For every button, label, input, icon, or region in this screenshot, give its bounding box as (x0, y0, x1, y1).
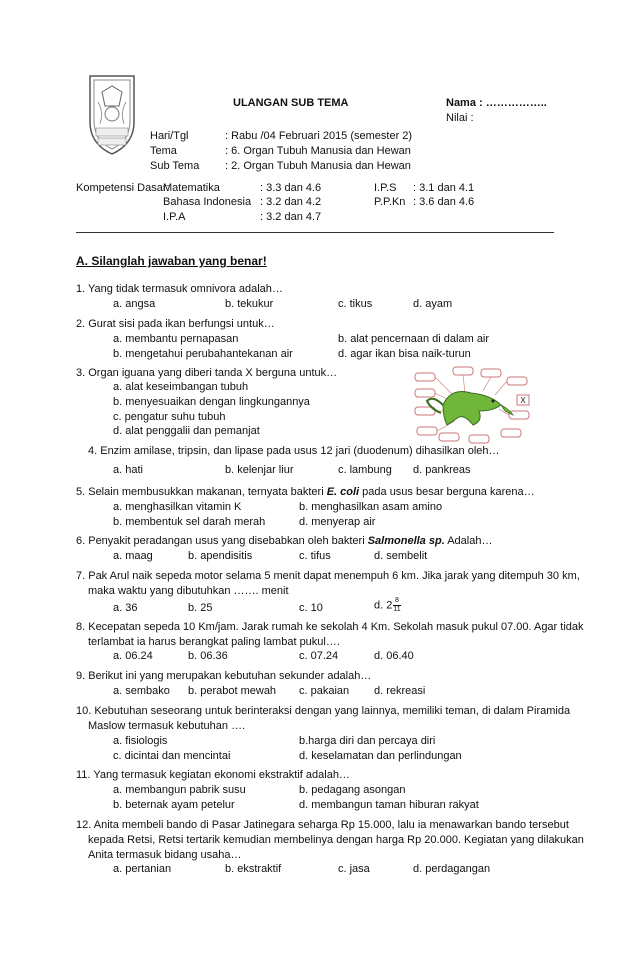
competency-subject: P.P.Kn (374, 196, 406, 208)
option-b[interactable]: b. pedagang asongan (299, 784, 406, 796)
competency-value: : 3.3 dan 4.6 (260, 182, 322, 194)
option-b[interactable]: b. menyesuaikan dengan lingkungannya (113, 396, 310, 408)
question-8-cont: terlambat ia harus berangkat paling lambat pukul…. (88, 636, 340, 648)
name-field[interactable]: …………….. (485, 97, 547, 109)
competency-subject: I.P.S (374, 182, 397, 194)
option-a[interactable]: a. 36 (113, 602, 138, 614)
question-10: 10. Kebutuhan seseorang untuk berinteraksi dengan yang lainnya, memiliki teman, di dalam Piramida (76, 705, 571, 717)
option-b[interactable]: b. ekstraktif (225, 863, 282, 875)
name-label: Nama : …………….. (446, 97, 547, 109)
option-c[interactable]: c. lambung (338, 464, 392, 476)
question-6: 6. Penyakit peradangan usus yang disebabkan oleh bakteri Salmonella sp. Adalah… (76, 535, 493, 547)
x-mark: X (520, 396, 526, 405)
school-logo (82, 72, 142, 156)
question-11: 11. Yang termasuk kegiatan ekonomi ekstraktif adalah… (76, 769, 350, 781)
option-a[interactable]: a. sembako (113, 685, 170, 697)
option-d[interactable]: d. 06.40 (374, 650, 414, 662)
day-label: Hari/Tgl (150, 130, 189, 142)
fraction: $\frac{8}{11}$ (393, 597, 401, 613)
iguana-diagram (413, 365, 531, 445)
option-c[interactable]: b. mengetahui perubahantekanan air (113, 348, 293, 360)
competency-label: Kompetensi Dasar: (76, 182, 170, 194)
competency-value: : 3.6 dan 4.6 (413, 196, 475, 208)
question-7: 7. Pak Arul naik sepeda motor selama 5 menit dapat menempuh 6 km. Jika jarak yang ditempuh 30 km, (76, 570, 580, 582)
header-divider (76, 232, 554, 233)
question-9: 9. Berikut ini yang merupakan kebutuhan sekunder adalah… (76, 670, 372, 682)
option-c[interactable]: c. pengatur suhu tubuh (113, 411, 226, 423)
score-label: Nilai : (446, 112, 474, 124)
section-heading: A. Silanglah jawaban yang benar! (76, 254, 267, 268)
option-d[interactable]: d. perdagangan (413, 863, 491, 875)
option-c[interactable]: c. jasa (338, 863, 370, 875)
question-12: 12. Anita membeli bando di Pasar Jatinegara seharga Rp 15.000, lalu ia menawarkan bando tersebut (76, 819, 569, 831)
option-c[interactable]: c. 07.24 (299, 650, 339, 662)
option-b[interactable]: b. tekukur (225, 298, 274, 310)
question-8: 8. Kecepatan sepeda 10 Km/jam. Jarak rumah ke sekolah 4 Km. Sekolah masuk pukul 07.00. Agar tidak (76, 621, 584, 633)
question-1: 1. Yang tidak termasuk omnivora adalah… (76, 283, 283, 295)
option-d[interactable]: d. agar ikan bisa naik-turun (338, 348, 471, 360)
option-b[interactable]: b. 06.36 (188, 650, 228, 662)
option-a[interactable]: a. 06.24 (113, 650, 153, 662)
option-b[interactable]: b. menghasilkan asam amino (299, 501, 443, 513)
competency-subject: Bahasa Indonesia (163, 196, 252, 208)
option-c[interactable]: c. tifus (299, 550, 331, 562)
competency-value: : 3.2 dan 4.2 (260, 196, 322, 208)
option-a[interactable]: a. fisiologis (113, 735, 168, 747)
option-d[interactable]: d. membangun taman hiburan rakyat (299, 799, 479, 811)
competency-subject: I.P.A (163, 211, 186, 223)
subtheme-label: Sub Tema (150, 160, 200, 172)
question-3: 3. Organ iguana yang diberi tanda X berguna untuk… (76, 367, 338, 379)
option-a[interactable]: a. hati (113, 464, 143, 476)
option-d[interactable]: d. keselamatan dan perlindungan (299, 750, 462, 762)
question-10-cont: Maslow termasuk kebutuhan …. (88, 720, 246, 732)
option-d[interactable]: d. alat penggalii dan pemanjat (113, 425, 260, 437)
question-4: 4. Enzim amilase, tripsin, dan lipase pada usus 12 jari (duodenum) dihasilkan oleh… (88, 445, 500, 457)
question-12-cont: Anita termasuk bidang usaha… (88, 849, 242, 861)
option-a[interactable]: a. pertanian (113, 863, 172, 875)
exam-title: ULANGAN SUB TEMA (233, 97, 349, 109)
option-c[interactable]: b. membentuk sel darah merah (113, 516, 266, 528)
subtheme-value: : 2. Organ Tubuh Manusia dan Hewan (225, 160, 411, 172)
option-b[interactable]: b. perabot mewah (188, 685, 277, 697)
question-12-cont: kepada Retsi, Retsi tertarik kemudian membelinya dengan harga Rp 20.000. Kegiatan yang dilakukan (88, 834, 584, 846)
option-a[interactable]: a. alat keseimbangan tubuh (113, 381, 249, 393)
option-d[interactable]: d. pankreas (413, 464, 471, 476)
competency-value: : 3.2 dan 4.7 (260, 211, 322, 223)
option-a[interactable]: a. membantu pernapasan (113, 333, 239, 345)
question-7-cont: maka waktu yang dibutuhkan ……. menit (88, 585, 289, 597)
option-a[interactable]: a. angsa (113, 298, 156, 310)
option-a[interactable]: a. maag (113, 550, 153, 562)
option-b[interactable]: b. kelenjar liur (225, 464, 294, 476)
theme-value: : 6. Organ Tubuh Manusia dan Hewan (225, 145, 411, 157)
question-5: 5. Selain membusukkan makanan, ternyata bakteri E. coli pada usus besar berguna karena… (76, 486, 535, 498)
competency-value: : 3.1 dan 4.1 (413, 182, 475, 194)
option-b[interactable]: b.harga diri dan percaya diri (299, 735, 436, 747)
option-c[interactable]: c. dicintai dan mencintai (113, 750, 231, 762)
option-b[interactable]: b. alat pencernaan di dalam air (338, 333, 490, 345)
theme-label: Tema (150, 145, 177, 157)
option-b[interactable]: b. 25 (188, 602, 213, 614)
question-2: 2. Gurat sisi pada ikan berfungsi untuk… (76, 318, 275, 330)
option-d[interactable]: d. sembelit (374, 550, 428, 562)
option-d[interactable]: d. ayam (413, 298, 453, 310)
option-a[interactable]: a. menghasilkan vitamin K (113, 501, 242, 513)
option-b[interactable]: b. apendisitis (188, 550, 253, 562)
option-d[interactable]: d. rekreasi (374, 685, 426, 697)
option-c[interactable]: c. tikus (338, 298, 373, 310)
option-c[interactable]: c. 10 (299, 602, 323, 614)
option-a[interactable]: a. membangun pabrik susu (113, 784, 246, 796)
option-c[interactable]: c. pakaian (299, 685, 350, 697)
day-value: : Rabu /04 Februari 2015 (semester 2) (225, 130, 413, 142)
option-d[interactable]: d. 2 $\frac{8}{11}$ (374, 597, 401, 613)
option-c[interactable]: b. beternak ayam petelur (113, 799, 235, 811)
competency-subject: Matematika (163, 182, 220, 194)
option-d[interactable]: d. menyerap air (299, 516, 376, 528)
